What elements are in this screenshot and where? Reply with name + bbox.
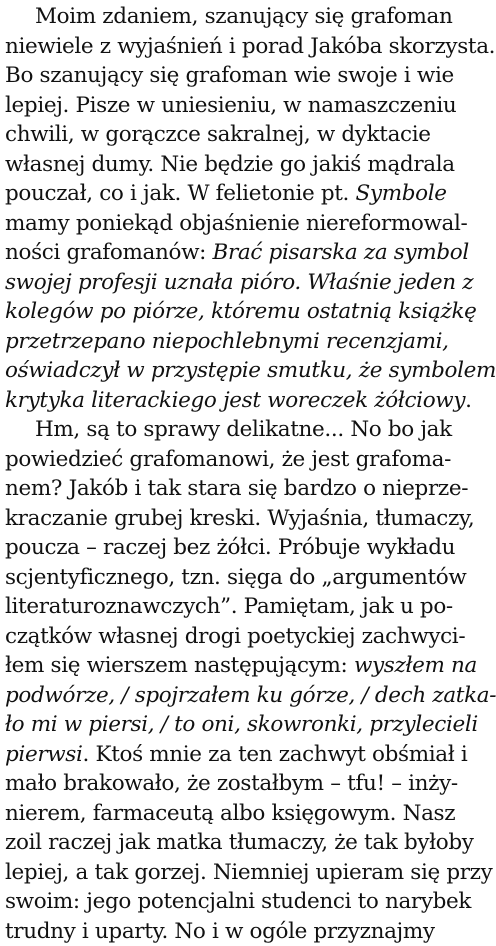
italic-text: krytyka literackiego jest woreczek żółciowy: [5, 388, 465, 413]
text-line: [5, 769, 419, 799]
text-line: [5, 917, 419, 946]
text-line: [5, 445, 419, 475]
italic-text: swojej profesji uznała pióro. Właśnie jeden z: [5, 270, 473, 295]
text-line: [5, 592, 419, 622]
text-run: literaturoznawczych”. Pamiętam, jak u po-: [5, 594, 453, 619]
italic-text: Brać pisarska za symbol: [213, 240, 469, 265]
italic-text: kolegów po piórze, któremu ostatnią książkę: [5, 299, 477, 324]
text-line: [5, 563, 419, 593]
text-run: niewiele z wyjaśnień i porad Jakóba skorzysta.: [5, 34, 495, 59]
text-run: czątków własnej drogi poetyckiej zachwyci-: [5, 624, 465, 649]
text-run: pouczał, co i jak. W felietonie pt.: [5, 181, 356, 206]
text-line: [5, 327, 419, 357]
text-run: swoim: jego potencjalni studenci to narybek: [5, 889, 471, 914]
text-line: [5, 238, 419, 268]
text-line: [5, 150, 419, 180]
text-run: mało brakowało, że zostałbym – tfu! – inży-: [5, 771, 458, 796]
italic-text: podwórze, / spojrzałem ku górze, / dech zatka-: [5, 683, 496, 708]
text-run: . Ktoś mnie za ten zachwyt obśmiał i: [83, 742, 468, 767]
text-run: trudny i uparty. No i w ogóle przyznajmy: [5, 919, 435, 944]
text-line: [5, 61, 419, 91]
italic-text: pierwsi: [5, 742, 83, 767]
paragraph: [5, 415, 419, 946]
text-line: [5, 120, 419, 150]
text-line: [5, 681, 419, 711]
italic-text: przetrzepano niepochlebnymi recenzjami,: [5, 329, 449, 354]
text-run: łem się wierszem następującym:: [5, 653, 354, 678]
text-run: chwili, w gorączce sakralnej, w dyktacie: [5, 122, 431, 147]
text-line: [5, 386, 419, 416]
text-line: [5, 356, 419, 386]
text-run: zoil raczej jak matka tłumaczy, że tak byłoby: [5, 830, 474, 855]
text-line: [5, 828, 419, 858]
text-line: [5, 740, 419, 770]
paragraph: [5, 2, 419, 415]
text-line: [5, 887, 419, 917]
text-run: Bo szanujący się grafoman wie swoje i wie: [5, 63, 454, 88]
text-run: powiedzieć grafomanowi, że jest grafoma-: [5, 447, 451, 472]
text-run: Hm, są to sprawy delikatne... No bo jak: [35, 417, 452, 442]
text-line: [5, 710, 419, 740]
text-run: lepiej. Pisze w uniesieniu, w namaszczeniu: [5, 93, 456, 118]
text-run: mamy poniekąd objaśnienie niereformowal-: [5, 211, 467, 236]
text-line: [5, 91, 419, 121]
text-line: [5, 504, 419, 534]
text-run: kraczanie grubej kreski. Wyjaśnia, tłumaczy,: [5, 506, 474, 531]
italic-text: Symbole: [356, 181, 447, 206]
text-run: scjentyficznego, tzn. sięga do „argumentów: [5, 565, 466, 590]
text-run: ności grafomanów:: [5, 240, 213, 265]
text-line: [5, 179, 419, 209]
text-run: nem? Jakób i tak stara się bardzo o nieprze-: [5, 476, 468, 501]
text-line: [5, 268, 419, 298]
text-line: [5, 799, 419, 829]
text-line: [5, 32, 419, 62]
italic-text: oświadczył w przystępie smutku, że symbolem: [5, 358, 496, 383]
italic-text: wyszłem na: [354, 653, 477, 678]
text-line: [5, 297, 419, 327]
text-run: własnej dumy. Nie będzie go jakiś mądrala: [5, 152, 455, 177]
text-line: [5, 858, 419, 888]
text-body: [5, 2, 419, 946]
text-line: [5, 474, 419, 504]
text-run: poucza – raczej bez żółci. Próbuje wykładu: [5, 535, 455, 560]
text-line: [5, 2, 419, 32]
text-line: [5, 209, 419, 239]
text-line: [5, 415, 419, 445]
text-run: .: [465, 388, 471, 413]
text-run: Moim zdaniem, szanujący się grafoman: [35, 4, 453, 29]
italic-text: ło mi w piersi, / to oni, skowronki, przylecieli: [5, 712, 478, 737]
text-line: [5, 533, 419, 563]
text-run: nierem, farmaceutą albo księgowym. Nasz: [5, 801, 455, 826]
text-run: lepiej, a tak gorzej. Niemniej upieram się przy: [5, 860, 492, 885]
text-line: [5, 651, 419, 681]
text-line: [5, 622, 419, 652]
